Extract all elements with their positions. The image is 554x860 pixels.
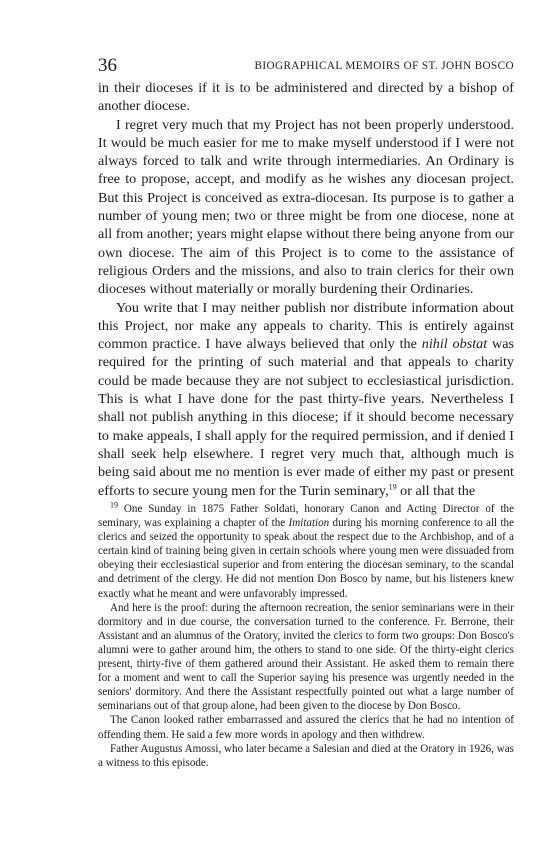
running-head: BIOGRAPHICAL MEMOIRS OF ST. JOHN BOSCO xyxy=(254,60,514,72)
paragraph-publication xyxy=(98,299,514,500)
paragraph-text: or all that the xyxy=(396,482,476,499)
paragraph-project: I regret very much that my Project has not been properly understood. It would be much easier for me to make myself understood if I were not always forced to talk and write through intermediaries. An Ordinary is free to propose, accept, and modify as he wishes any diocesan project. But this Project is conceived as extra-diocesan. Its purpose is to gather a number of young men; two or three might be from one diocese, none at all from another; years might elapse without there being anyone from our own diocese. The aim of this Project is to come to the assistance of religious Orders and the missions, and also to train clerics for their own dioceses without materially or morally burdening their Ordinaries. xyxy=(98,116,514,298)
italic-term: nihil obstat xyxy=(421,336,488,353)
footnote-text: during his morning conference to all the clerics and seized the opportunity to speak about the respect due to the Archbishop, and of a certain kind of training being given in certain schools where young men were dissuaded from obeying their ecclesiastical superior and from entering the diocesan seminary, to the scandal and detriment of the clergy. He did not mention Don Bosco by name, but his listeners knew exactly what he meant and were unfavorably impressed. xyxy=(98,517,515,600)
italic-title: Imitation xyxy=(288,517,330,530)
page-number: 36 xyxy=(98,55,117,76)
footnote-paragraph-canon: The Canon looked rather embarrassed and assured the clerics that he had no intention of offending them. He said a few more words in apology and then withdrew. xyxy=(98,714,514,741)
footnotes xyxy=(98,502,514,770)
footnote-paragraph-witness: Father Augustus Amossi, who later became a Salesian and died at the Oratory in 1926, was a witness to this episode. xyxy=(98,742,514,769)
footnote-text: One Sunday in 1875 Father Soldati, honorary Canon and Acting Director of the seminary, was explaining a chapter of the xyxy=(98,503,514,530)
paragraph-text: You write that I may neither publish nor distribute information about this Project, nor make any appeals to charity. This is entirely against common practice. I have always believed that only the xyxy=(98,299,514,353)
paragraph-continued: in their dioceses if it is to be administered and directed by a bishop of another diocese. xyxy=(98,80,514,115)
page-header xyxy=(98,55,514,77)
paragraph-text: was required for the printing of such material and that appeals to charity could be made because they are not subject to ecclesiastical jurisdiction. This is what I have done for the past thirty-five years. Nevertheless I shall not publish anything in this diocese; if it should become necessary to make appeals, I shall apply for the required permission, and if denied I shall seek help elsewhere. I regret very much that, although much is being said about me no mention is ever made of either my past or present efforts to secure young men for the Turin seminary, xyxy=(98,336,514,499)
footnote-19 xyxy=(98,502,514,601)
footnote-paragraph-proof: And here is the proof: during the afternoon recreation, the senior seminarians were in their dormitory and in due course, the conversation turned to the conference. Fr. Berrone, their Assistant and an alumnus of the Oratory, invited the clerics to form two groups: Don Bosco's alumni were to gather around him, the others to stand to one side. Of the thirty-eight clerics present, thirty-five of them gathered around their Assistant. He asked them to remain there for a moment and went to call the Superior saying his presence was urgently needed in the seniors' dormitory. And there the Assistant respectfully pointed out what a large number of seminarians out of that group alone, had been given to the diocese by Don Bosco. xyxy=(98,601,514,713)
footnote-reference: 19 xyxy=(388,481,397,491)
main-text xyxy=(98,79,514,500)
footnote-marker: 19 xyxy=(110,500,118,510)
